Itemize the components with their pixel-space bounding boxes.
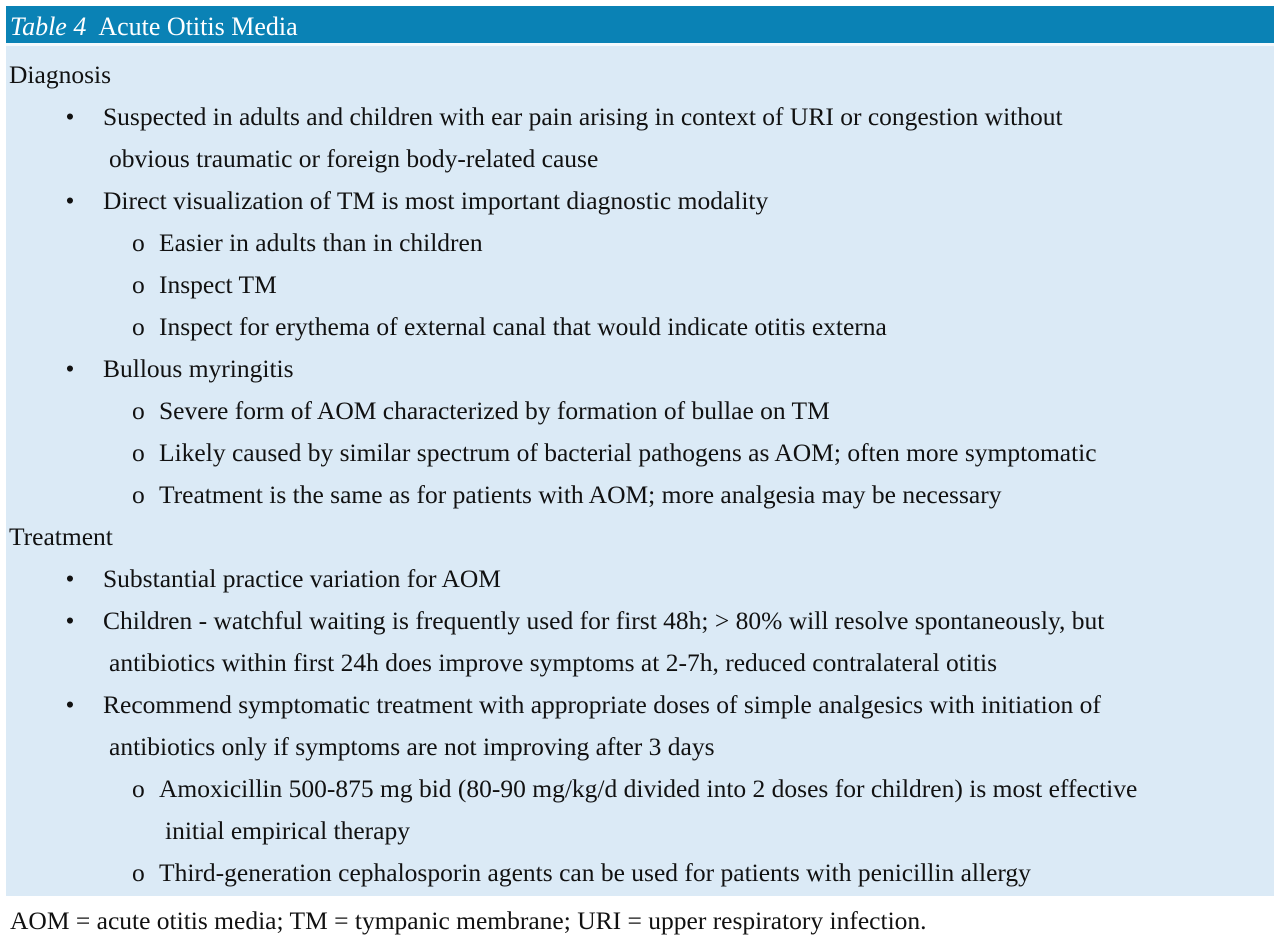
sub-list-item xyxy=(6,768,1274,852)
treatment-heading: Treatment xyxy=(9,522,113,551)
sub-marker: o xyxy=(132,480,145,509)
bullet-text: Bullous myringitis xyxy=(103,354,294,383)
sub-text-continued: initial empirical therapy xyxy=(165,816,410,845)
bullet-marker: • xyxy=(65,102,75,131)
sub-list-item xyxy=(6,474,1274,516)
table-body xyxy=(6,46,1274,894)
list-item xyxy=(6,96,1274,180)
table-number: Table 4 xyxy=(10,12,87,41)
sub-list-item xyxy=(6,390,1274,432)
sub-marker: o xyxy=(132,438,145,467)
list-item xyxy=(6,684,1274,768)
sub-marker: o xyxy=(132,396,145,425)
sub-list-item xyxy=(6,852,1274,894)
list-item xyxy=(6,180,1274,222)
list-item xyxy=(6,600,1274,684)
sub-text: Amoxicillin 500-875 mg bid (80-90 mg/kg/d divided into 2 doses for children) is most effective xyxy=(159,774,1138,803)
list-item xyxy=(6,558,1274,600)
sub-text: Inspect for erythema of external canal that would indicate otitis externa xyxy=(159,312,887,341)
table-footnote: AOM = acute otitis media; TM = tympanic membrane; URI = upper respiratory infection. xyxy=(10,906,927,935)
bullet-text: Children - watchful waiting is frequently used for first 48h; > 80% will resolve spontaneously, but xyxy=(103,606,1105,635)
list-item xyxy=(6,348,1274,390)
table-title-bar xyxy=(6,6,1274,46)
sub-marker: o xyxy=(132,774,145,803)
sub-text: Inspect TM xyxy=(159,270,277,299)
bullet-marker: • xyxy=(65,690,75,719)
table-4 xyxy=(6,6,1274,896)
bullet-text: Direct visualization of TM is most important diagnostic modality xyxy=(103,186,769,215)
bullet-text-continued: obvious traumatic or foreign body-related cause xyxy=(109,144,599,173)
sub-text: Treatment is the same as for patients with AOM; more analgesia may be necessary xyxy=(159,480,1002,509)
sub-marker: o xyxy=(132,858,145,887)
bullet-text-continued: antibiotics only if symptoms are not improving after 3 days xyxy=(109,732,715,761)
sub-list-item xyxy=(6,264,1274,306)
sub-marker: o xyxy=(132,312,145,341)
sub-list-item xyxy=(6,432,1274,474)
bullet-marker: • xyxy=(65,564,75,593)
bullet-text: Suspected in adults and children with ear pain arising in context of URI or congestion without xyxy=(103,102,1063,131)
bullet-marker: • xyxy=(65,186,75,215)
sub-list-item xyxy=(6,222,1274,264)
bullet-text: Recommend symptomatic treatment with appropriate doses of simple analgesics with initiation of xyxy=(103,690,1101,719)
bullet-text: Substantial practice variation for AOM xyxy=(103,564,501,593)
bullet-marker: • xyxy=(65,354,75,383)
bullet-marker: • xyxy=(65,606,75,635)
sub-list-item xyxy=(6,306,1274,348)
diagnosis-heading: Diagnosis xyxy=(9,60,111,89)
bullet-text-continued: antibiotics within first 24h does improve symptoms at 2-7h, reduced contralateral otitis xyxy=(109,648,998,677)
sub-marker: o xyxy=(132,228,145,257)
sub-marker: o xyxy=(132,270,145,299)
sub-text: Third-generation cephalosporin agents can be used for patients with penicillin allergy xyxy=(159,858,1031,887)
sub-text: Likely caused by similar spectrum of bacterial pathogens as AOM; often more symptomatic xyxy=(159,438,1097,467)
sub-text: Severe form of AOM characterized by formation of bullae on TM xyxy=(159,396,830,425)
table-title: Acute Otitis Media xyxy=(98,12,298,41)
sub-text: Easier in adults than in children xyxy=(159,228,483,257)
